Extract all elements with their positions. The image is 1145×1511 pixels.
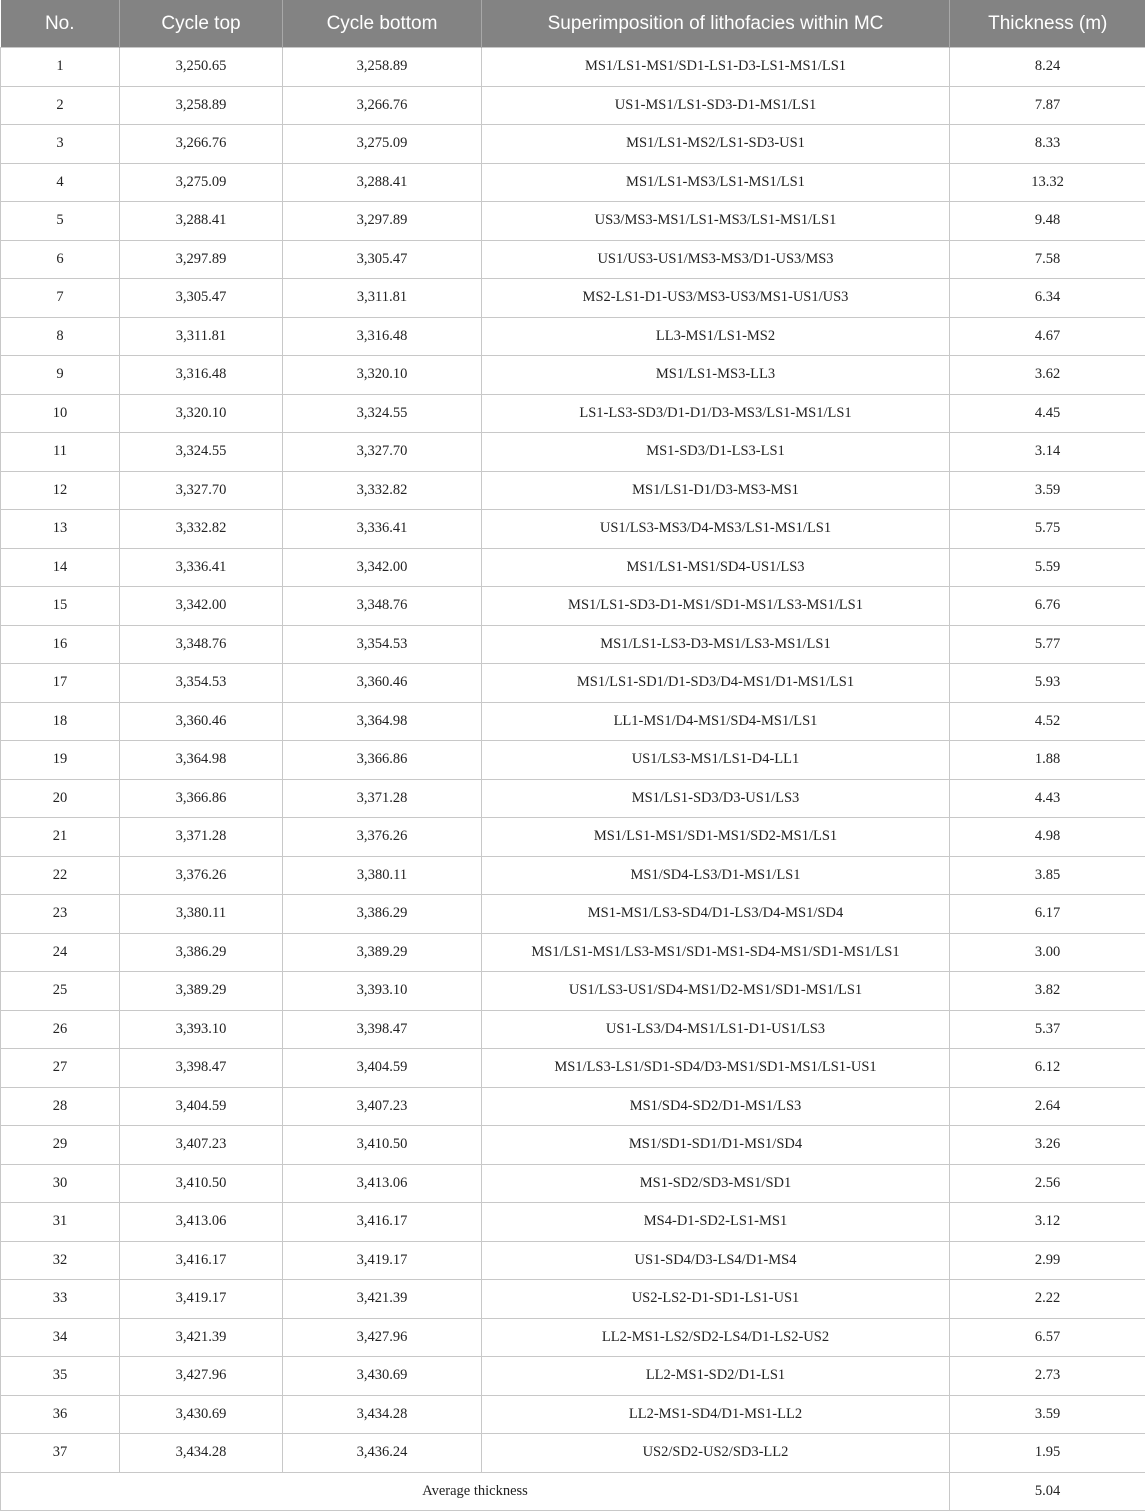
table-row — [1, 1395, 1145, 1434]
cell-superimposition: LS1-LS3-SD3/D1-D1/D3-MS3/LS1-MS1/LS1 — [482, 394, 950, 433]
cell-thickness: 1.88 — [950, 741, 1145, 780]
cell-thickness: 2.22 — [950, 1280, 1145, 1319]
average-thickness-row — [1, 1472, 1145, 1511]
cell-cycle-top: 3,371.28 — [120, 818, 283, 857]
cell-superimposition: US1-LS3/D4-MS1/LS1-D1-US1/LS3 — [482, 1010, 950, 1049]
cell-superimposition: MS1/LS1-SD3/D3-US1/LS3 — [482, 779, 950, 818]
header-superimposition: Superimposition of lithofacies within MC — [482, 0, 950, 48]
cell-cycle-top: 3,419.17 — [120, 1280, 283, 1319]
table-row — [1, 394, 1145, 433]
cell-superimposition: MS1/LS1-MS2/LS1-SD3-US1 — [482, 125, 950, 164]
table-row — [1, 471, 1145, 510]
cell-cycle-top: 3,266.76 — [120, 125, 283, 164]
cell-no: 25 — [1, 972, 120, 1011]
cell-superimposition: MS1/LS1-MS3-LL3 — [482, 356, 950, 395]
table-row — [1, 741, 1145, 780]
cell-no: 8 — [1, 317, 120, 356]
cell-no: 3 — [1, 125, 120, 164]
table-row — [1, 664, 1145, 703]
cell-cycle-bottom: 3,421.39 — [283, 1280, 482, 1319]
cell-thickness: 3.62 — [950, 356, 1145, 395]
table-row — [1, 1164, 1145, 1203]
cell-cycle-bottom: 3,327.70 — [283, 433, 482, 472]
cell-cycle-bottom: 3,332.82 — [283, 471, 482, 510]
cell-no: 36 — [1, 1395, 120, 1434]
cell-thickness: 3.14 — [950, 433, 1145, 472]
cell-no: 10 — [1, 394, 120, 433]
cell-thickness: 5.75 — [950, 510, 1145, 549]
header-cycle-bottom: Cycle bottom — [283, 0, 482, 48]
cell-cycle-bottom: 3,416.17 — [283, 1203, 482, 1242]
cell-no: 11 — [1, 433, 120, 472]
table-row — [1, 972, 1145, 1011]
cell-superimposition: MS1/SD1-SD1/D1-MS1/SD4 — [482, 1126, 950, 1165]
table-row — [1, 702, 1145, 741]
cell-no: 13 — [1, 510, 120, 549]
cell-no: 14 — [1, 548, 120, 587]
cell-cycle-bottom: 3,266.76 — [283, 86, 482, 125]
cell-thickness: 5.93 — [950, 664, 1145, 703]
table-row — [1, 1087, 1145, 1126]
cell-no: 12 — [1, 471, 120, 510]
cell-no: 23 — [1, 895, 120, 934]
cell-cycle-top: 3,288.41 — [120, 202, 283, 241]
cell-thickness: 5.77 — [950, 625, 1145, 664]
cell-cycle-top: 3,360.46 — [120, 702, 283, 741]
cell-superimposition: US1-SD4/D3-LS4/D1-MS4 — [482, 1241, 950, 1280]
cell-superimposition: MS1/LS3-LS1/SD1-SD4/D3-MS1/SD1-MS1/LS1-US1 — [482, 1049, 950, 1088]
table-row — [1, 933, 1145, 972]
cell-superimposition: US2-LS2-D1-SD1-LS1-US1 — [482, 1280, 950, 1319]
cell-superimposition: US1/LS3-US1/SD4-MS1/D2-MS1/SD1-MS1/LS1 — [482, 972, 950, 1011]
cell-cycle-bottom: 3,288.41 — [283, 163, 482, 202]
cell-superimposition: MS1/LS1-SD3-D1-MS1/SD1-MS1/LS3-MS1/LS1 — [482, 587, 950, 626]
cell-cycle-bottom: 3,258.89 — [283, 48, 482, 87]
cell-no: 1 — [1, 48, 120, 87]
cell-no: 29 — [1, 1126, 120, 1165]
cell-thickness: 4.52 — [950, 702, 1145, 741]
table-row — [1, 48, 1145, 87]
cell-thickness: 7.58 — [950, 240, 1145, 279]
table-row — [1, 587, 1145, 626]
header-row — [1, 0, 1145, 48]
cell-cycle-bottom: 3,430.69 — [283, 1357, 482, 1396]
cell-cycle-top: 3,380.11 — [120, 895, 283, 934]
cell-no: 33 — [1, 1280, 120, 1319]
cell-cycle-bottom: 3,320.10 — [283, 356, 482, 395]
cell-thickness: 6.57 — [950, 1318, 1145, 1357]
cell-superimposition: US1/LS3-MS3/D4-MS3/LS1-MS1/LS1 — [482, 510, 950, 549]
cell-cycle-top: 3,332.82 — [120, 510, 283, 549]
cell-cycle-bottom: 3,393.10 — [283, 972, 482, 1011]
cell-cycle-top: 3,376.26 — [120, 856, 283, 895]
cell-superimposition: MS1/LS1-SD1/D1-SD3/D4-MS1/D1-MS1/LS1 — [482, 664, 950, 703]
cell-superimposition: MS1/LS1-MS3/LS1-MS1/LS1 — [482, 163, 950, 202]
cell-no: 21 — [1, 818, 120, 857]
cell-thickness: 6.34 — [950, 279, 1145, 318]
cell-cycle-bottom: 3,305.47 — [283, 240, 482, 279]
table-row — [1, 86, 1145, 125]
cell-superimposition: LL3-MS1/LS1-MS2 — [482, 317, 950, 356]
cell-superimposition: MS1-SD3/D1-LS3-LS1 — [482, 433, 950, 472]
cell-cycle-bottom: 3,336.41 — [283, 510, 482, 549]
cell-cycle-top: 3,336.41 — [120, 548, 283, 587]
table-row — [1, 1241, 1145, 1280]
cell-thickness: 8.24 — [950, 48, 1145, 87]
table-body — [1, 48, 1145, 1511]
cell-cycle-bottom: 3,404.59 — [283, 1049, 482, 1088]
table-row — [1, 125, 1145, 164]
cell-thickness: 4.45 — [950, 394, 1145, 433]
cell-cycle-top: 3,316.48 — [120, 356, 283, 395]
cell-cycle-bottom: 3,364.98 — [283, 702, 482, 741]
cell-cycle-bottom: 3,427.96 — [283, 1318, 482, 1357]
table-row — [1, 433, 1145, 472]
cell-cycle-bottom: 3,413.06 — [283, 1164, 482, 1203]
cell-no: 34 — [1, 1318, 120, 1357]
cell-cycle-top: 3,389.29 — [120, 972, 283, 1011]
table-row — [1, 163, 1145, 202]
cell-thickness: 3.82 — [950, 972, 1145, 1011]
cell-superimposition: MS1-SD2/SD3-MS1/SD1 — [482, 1164, 950, 1203]
cell-cycle-top: 3,393.10 — [120, 1010, 283, 1049]
cell-thickness: 2.64 — [950, 1087, 1145, 1126]
table-row — [1, 1010, 1145, 1049]
cell-thickness: 6.17 — [950, 895, 1145, 934]
table-row — [1, 1280, 1145, 1319]
cell-cycle-top: 3,324.55 — [120, 433, 283, 472]
table-row — [1, 856, 1145, 895]
cell-cycle-top: 3,366.86 — [120, 779, 283, 818]
cell-no: 18 — [1, 702, 120, 741]
table-row — [1, 779, 1145, 818]
cell-thickness: 6.12 — [950, 1049, 1145, 1088]
cell-superimposition: MS2-LS1-D1-US3/MS3-US3/MS1-US1/US3 — [482, 279, 950, 318]
cell-cycle-top: 3,250.65 — [120, 48, 283, 87]
header-cycle-top: Cycle top — [120, 0, 283, 48]
cell-cycle-top: 3,410.50 — [120, 1164, 283, 1203]
cell-no: 6 — [1, 240, 120, 279]
cell-no: 7 — [1, 279, 120, 318]
cell-cycle-bottom: 3,275.09 — [283, 125, 482, 164]
cell-no: 27 — [1, 1049, 120, 1088]
cell-cycle-top: 3,434.28 — [120, 1434, 283, 1473]
cell-thickness: 4.43 — [950, 779, 1145, 818]
cell-thickness: 3.12 — [950, 1203, 1145, 1242]
cell-no: 9 — [1, 356, 120, 395]
cell-cycle-top: 3,430.69 — [120, 1395, 283, 1434]
cell-cycle-bottom: 3,436.24 — [283, 1434, 482, 1473]
cell-cycle-top: 3,364.98 — [120, 741, 283, 780]
cell-superimposition: US2/SD2-US2/SD3-LL2 — [482, 1434, 950, 1473]
cell-superimposition: US1/LS3-MS1/LS1-D4-LL1 — [482, 741, 950, 780]
cell-cycle-top: 3,297.89 — [120, 240, 283, 279]
cell-cycle-top: 3,327.70 — [120, 471, 283, 510]
table-row — [1, 1318, 1145, 1357]
table-row — [1, 279, 1145, 318]
cell-thickness: 3.59 — [950, 1395, 1145, 1434]
cell-thickness: 1.95 — [950, 1434, 1145, 1473]
cell-cycle-top: 3,416.17 — [120, 1241, 283, 1280]
cell-no: 2 — [1, 86, 120, 125]
cell-no: 5 — [1, 202, 120, 241]
cell-thickness: 7.87 — [950, 86, 1145, 125]
cell-no: 16 — [1, 625, 120, 664]
cell-cycle-bottom: 3,348.76 — [283, 587, 482, 626]
table-row — [1, 895, 1145, 934]
cell-superimposition: MS1/LS1-MS1/LS3-MS1/SD1-MS1-SD4-MS1/SD1-MS1/LS1 — [482, 933, 950, 972]
cell-cycle-bottom: 3,366.86 — [283, 741, 482, 780]
cell-cycle-bottom: 3,342.00 — [283, 548, 482, 587]
cell-superimposition: MS1/LS1-D1/D3-MS3-MS1 — [482, 471, 950, 510]
cell-cycle-bottom: 3,407.23 — [283, 1087, 482, 1126]
cell-thickness: 4.67 — [950, 317, 1145, 356]
cell-superimposition: MS1/SD4-LS3/D1-MS1/LS1 — [482, 856, 950, 895]
average-thickness-label: Average thickness — [1, 1472, 950, 1511]
cell-no: 22 — [1, 856, 120, 895]
cell-cycle-top: 3,311.81 — [120, 317, 283, 356]
cell-cycle-bottom: 3,297.89 — [283, 202, 482, 241]
table-row — [1, 1126, 1145, 1165]
cell-cycle-top: 3,427.96 — [120, 1357, 283, 1396]
table-row — [1, 240, 1145, 279]
table-row — [1, 1049, 1145, 1088]
cell-cycle-bottom: 3,360.46 — [283, 664, 482, 703]
cell-cycle-bottom: 3,389.29 — [283, 933, 482, 972]
cell-superimposition: LL2-MS1-LS2/SD2-LS4/D1-LS2-US2 — [482, 1318, 950, 1357]
table-row — [1, 510, 1145, 549]
cell-cycle-top: 3,348.76 — [120, 625, 283, 664]
cell-cycle-top: 3,305.47 — [120, 279, 283, 318]
cell-cycle-top: 3,275.09 — [120, 163, 283, 202]
cell-thickness: 4.98 — [950, 818, 1145, 857]
cell-no: 15 — [1, 587, 120, 626]
cell-no: 20 — [1, 779, 120, 818]
cell-no: 19 — [1, 741, 120, 780]
cell-cycle-bottom: 3,324.55 — [283, 394, 482, 433]
cell-superimposition: US3/MS3-MS1/LS1-MS3/LS1-MS1/LS1 — [482, 202, 950, 241]
cell-thickness: 5.37 — [950, 1010, 1145, 1049]
cell-no: 4 — [1, 163, 120, 202]
cell-cycle-top: 3,407.23 — [120, 1126, 283, 1165]
cell-cycle-top: 3,398.47 — [120, 1049, 283, 1088]
cell-cycle-bottom: 3,311.81 — [283, 279, 482, 318]
cell-cycle-bottom: 3,434.28 — [283, 1395, 482, 1434]
cell-cycle-top: 3,258.89 — [120, 86, 283, 125]
cell-superimposition: LL1-MS1/D4-MS1/SD4-MS1/LS1 — [482, 702, 950, 741]
cell-thickness: 3.00 — [950, 933, 1145, 972]
cell-superimposition: MS1/LS1-MS1/SD4-US1/LS3 — [482, 548, 950, 587]
cell-cycle-bottom: 3,354.53 — [283, 625, 482, 664]
cell-thickness: 6.76 — [950, 587, 1145, 626]
cell-thickness: 5.59 — [950, 548, 1145, 587]
cell-superimposition: MS1/LS1-MS1/SD1-MS1/SD2-MS1/LS1 — [482, 818, 950, 857]
cell-cycle-top: 3,342.00 — [120, 587, 283, 626]
cell-cycle-bottom: 3,419.17 — [283, 1241, 482, 1280]
cell-thickness: 2.73 — [950, 1357, 1145, 1396]
cell-superimposition: US1-MS1/LS1-SD3-D1-MS1/LS1 — [482, 86, 950, 125]
cell-cycle-bottom: 3,371.28 — [283, 779, 482, 818]
cell-cycle-top: 3,386.29 — [120, 933, 283, 972]
cell-superimposition: MS1/SD4-SD2/D1-MS1/LS3 — [482, 1087, 950, 1126]
table-row — [1, 1357, 1145, 1396]
header-thickness: Thickness (m) — [950, 0, 1145, 48]
cell-no: 30 — [1, 1164, 120, 1203]
cell-superimposition: MS1/LS1-LS3-D3-MS1/LS3-MS1/LS1 — [482, 625, 950, 664]
table-row — [1, 356, 1145, 395]
cell-no: 26 — [1, 1010, 120, 1049]
cell-superimposition: LL2-MS1-SD4/D1-MS1-LL2 — [482, 1395, 950, 1434]
cell-cycle-top: 3,404.59 — [120, 1087, 283, 1126]
cell-cycle-top: 3,413.06 — [120, 1203, 283, 1242]
average-thickness-value: 5.04 — [950, 1472, 1145, 1511]
table-row — [1, 317, 1145, 356]
cell-no: 24 — [1, 933, 120, 972]
header-no: No. — [1, 0, 120, 48]
cell-cycle-bottom: 3,410.50 — [283, 1126, 482, 1165]
cell-thickness: 3.59 — [950, 471, 1145, 510]
table-row — [1, 625, 1145, 664]
cell-superimposition: US1/US3-US1/MS3-MS3/D1-US3/MS3 — [482, 240, 950, 279]
table-row — [1, 1203, 1145, 1242]
table-row — [1, 1434, 1145, 1473]
cell-thickness: 2.56 — [950, 1164, 1145, 1203]
cell-thickness: 2.99 — [950, 1241, 1145, 1280]
table-row — [1, 202, 1145, 241]
cell-thickness: 9.48 — [950, 202, 1145, 241]
cell-thickness: 13.32 — [950, 163, 1145, 202]
table-row — [1, 548, 1145, 587]
cell-thickness: 3.26 — [950, 1126, 1145, 1165]
cell-no: 35 — [1, 1357, 120, 1396]
cell-superimposition: MS1/LS1-MS1/SD1-LS1-D3-LS1-MS1/LS1 — [482, 48, 950, 87]
cell-cycle-bottom: 3,316.48 — [283, 317, 482, 356]
cell-cycle-bottom: 3,398.47 — [283, 1010, 482, 1049]
cell-cycle-top: 3,354.53 — [120, 664, 283, 703]
cell-thickness: 3.85 — [950, 856, 1145, 895]
cell-cycle-bottom: 3,376.26 — [283, 818, 482, 857]
cell-cycle-top: 3,320.10 — [120, 394, 283, 433]
cell-superimposition: LL2-MS1-SD2/D1-LS1 — [482, 1357, 950, 1396]
cell-cycle-bottom: 3,380.11 — [283, 856, 482, 895]
cell-cycle-top: 3,421.39 — [120, 1318, 283, 1357]
cell-cycle-bottom: 3,386.29 — [283, 895, 482, 934]
cell-no: 32 — [1, 1241, 120, 1280]
cell-superimposition: MS1-MS1/LS3-SD4/D1-LS3/D4-MS1/SD4 — [482, 895, 950, 934]
cell-no: 31 — [1, 1203, 120, 1242]
cell-no: 28 — [1, 1087, 120, 1126]
cell-no: 37 — [1, 1434, 120, 1473]
cell-superimposition: MS4-D1-SD2-LS1-MS1 — [482, 1203, 950, 1242]
cell-no: 17 — [1, 664, 120, 703]
table-row — [1, 818, 1145, 857]
cell-thickness: 8.33 — [950, 125, 1145, 164]
